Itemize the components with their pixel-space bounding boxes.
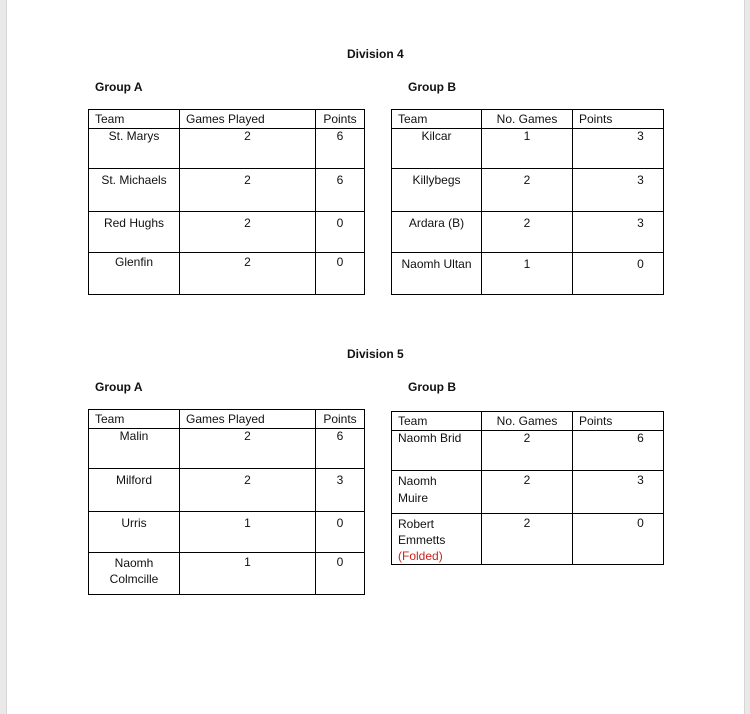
team-cell: Kilcar: [392, 129, 482, 169]
games-cell: 2: [180, 169, 316, 212]
points-cell: 0: [316, 253, 365, 295]
header-points: Points: [316, 110, 365, 129]
header-games-played: Games Played: [180, 110, 316, 129]
points-cell: 6: [316, 429, 365, 469]
table-row: [392, 471, 664, 514]
table-row: [89, 169, 365, 212]
div4-group-b-title: Group B: [408, 80, 456, 94]
games-cell: 2: [180, 212, 316, 253]
div5-group-a-table: [88, 409, 365, 595]
games-cell: 1: [180, 553, 316, 595]
team-name-line-1: Naomh: [114, 556, 154, 570]
games-cell: 2: [180, 129, 316, 169]
team-name-line-1: Robert: [398, 517, 435, 531]
points-cell: 3: [573, 471, 664, 514]
team-name-line-2: Colmcille: [109, 572, 159, 586]
points-cell: 3: [316, 469, 365, 512]
games-cell: 2: [482, 514, 573, 565]
team-cell: Red Hughs: [89, 212, 180, 253]
games-cell: 2: [482, 212, 573, 253]
header-no-games: No. Games: [482, 110, 573, 129]
table-row: [392, 253, 664, 295]
points-cell: 6: [316, 129, 365, 169]
team-name-line-2: Emmetts: [398, 533, 446, 547]
team-name-line-2: Muire: [398, 491, 429, 505]
games-cell: 1: [180, 512, 316, 553]
team-cell: [89, 553, 180, 595]
div5-group-b-title: Group B: [408, 380, 456, 394]
team-cell: Malin: [89, 429, 180, 469]
table-row: [392, 431, 664, 471]
games-cell: 2: [482, 169, 573, 212]
table-row: [89, 253, 365, 295]
division-5-title: Division 5: [347, 347, 404, 361]
games-cell: 1: [482, 129, 573, 169]
table-header-row: [89, 110, 365, 129]
header-no-games: No. Games: [482, 412, 573, 431]
points-cell: 3: [573, 129, 664, 169]
points-cell: 0: [316, 212, 365, 253]
team-cell: [392, 471, 482, 514]
points-cell: 0: [316, 512, 365, 553]
points-cell: 0: [573, 253, 664, 295]
points-cell: 6: [573, 431, 664, 471]
header-points: Points: [316, 410, 365, 429]
table-row: [89, 469, 365, 512]
team-cell: St. Michaels: [89, 169, 180, 212]
table-row: [89, 129, 365, 169]
header-team: Team: [392, 412, 482, 431]
games-cell: 2: [180, 253, 316, 295]
division-4-title: Division 4: [347, 47, 404, 61]
points-cell: 6: [316, 169, 365, 212]
team-cell: Naomh Brid: [392, 431, 482, 471]
points-cell: 0: [573, 514, 664, 565]
div5-group-b-table: [391, 411, 664, 565]
games-cell: 2: [482, 431, 573, 471]
table-row: [89, 212, 365, 253]
team-name-line-1: Naomh: [398, 474, 437, 488]
document-page: [6, 0, 745, 714]
div5-group-a-title: Group A: [95, 380, 143, 394]
table-header-row: [392, 412, 664, 431]
header-points: Points: [573, 412, 664, 431]
games-cell: 1: [482, 253, 573, 295]
div4-group-b-table: [391, 109, 664, 295]
div4-group-a-table: [88, 109, 365, 295]
header-points: Points: [573, 110, 664, 129]
team-cell: Ardara (B): [392, 212, 482, 253]
table-row: [392, 514, 664, 565]
folded-note: (Folded): [398, 549, 443, 563]
points-cell: 3: [573, 212, 664, 253]
points-cell: 3: [573, 169, 664, 212]
team-cell: [392, 514, 482, 565]
table-row: [392, 212, 664, 253]
table-row: [392, 129, 664, 169]
team-cell: Killybegs: [392, 169, 482, 212]
team-cell: Milford: [89, 469, 180, 512]
header-team: Team: [89, 110, 180, 129]
table-header-row: [89, 410, 365, 429]
games-cell: 2: [180, 469, 316, 512]
table-row: [89, 512, 365, 553]
header-games-played: Games Played: [180, 410, 316, 429]
table-row: [89, 429, 365, 469]
points-cell: 0: [316, 553, 365, 595]
header-team: Team: [89, 410, 180, 429]
div4-group-a-title: Group A: [95, 80, 143, 94]
team-cell: Glenfin: [89, 253, 180, 295]
table-row: [89, 553, 365, 595]
games-cell: 2: [180, 429, 316, 469]
games-cell: 2: [482, 471, 573, 514]
table-row: [392, 169, 664, 212]
header-team: Team: [392, 110, 482, 129]
team-cell: Urris: [89, 512, 180, 553]
team-cell: St. Marys: [89, 129, 180, 169]
team-cell: Naomh Ultan: [392, 253, 482, 295]
table-header-row: [392, 110, 664, 129]
